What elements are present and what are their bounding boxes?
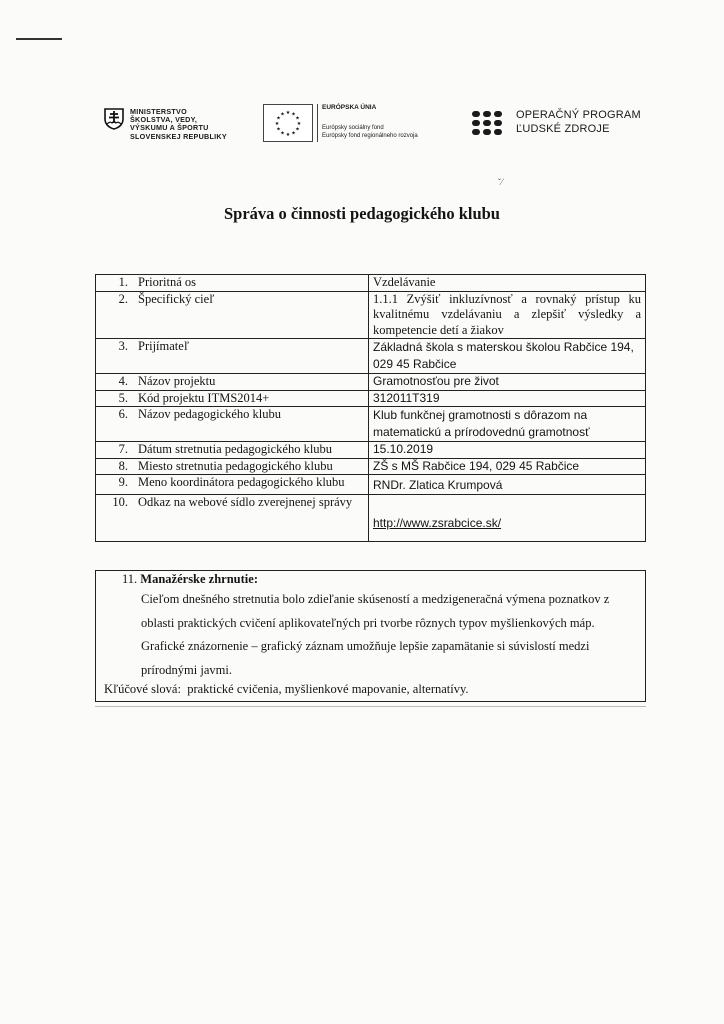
report-website-link[interactable]: http://www.zsrabcice.sk/ — [373, 516, 502, 530]
row-label: Prijímateľ — [138, 339, 189, 353]
row-label: Kód projektu ITMS2014+ — [138, 390, 270, 405]
eu-flag-icon — [263, 104, 313, 142]
table-row: 6. Názov pedagogického klubu Klub funkčnej gramotnosti s dôrazom na matematickú a prírodovednú gramotnosť — [96, 407, 646, 442]
scan-speck: ˇ⁄ — [498, 177, 503, 187]
eu-funds: Európsky sociálny fond Európsky fond regionálneho rozvoja — [322, 125, 418, 139]
keywords-label: Kľúčové slová: — [104, 682, 181, 696]
row-label: Názov pedagogického klubu — [138, 407, 282, 421]
op-dot — [494, 111, 502, 117]
op-dot — [483, 120, 491, 126]
table-row: 4. Názov projektu Gramotnosťou pre život — [96, 374, 646, 391]
row-label: Názov projektu — [138, 374, 216, 388]
op-dot — [483, 111, 491, 117]
eu-star: ★ — [295, 116, 300, 122]
ministry-logo — [104, 108, 227, 141]
eu-title: EURÓPSKA ÚNIA — [322, 104, 377, 111]
op-dots-icon — [470, 109, 504, 135]
row-label: Meno koordinátora pedagogického klubu — [138, 475, 345, 489]
op-name: OPERAČNÝ PROGRAM ĽUDSKÉ ZDROJE — [516, 109, 641, 135]
table-row: 7. Dátum stretnutia pedagogického klubu 15.10.2019 — [96, 442, 646, 459]
table-row: 1. Prioritná os Vzdelávanie — [96, 275, 646, 292]
op-dot — [494, 120, 502, 126]
table-row: 9. Meno koordinátora pedagogického klubu RNDr. Zlatica Krumpová — [96, 475, 646, 495]
summary-text: Cieľom dnešného stretnutia bolo zdieľanie skúseností a medzigeneračná výmena poznatkov z oblasti praktických cvičení aplikovateľných pri tvorbe rôznych typov myšlienkových máp. Grafické znázornenie – grafický záznam umožňuje lepšie zapamätanie si súvislostí medzi prírodnými javmi. — [141, 592, 610, 677]
eu-star: ★ — [280, 131, 285, 137]
project-info-table — [95, 274, 646, 542]
row-value: 15.10.2019 — [369, 442, 646, 459]
eu-star: ★ — [285, 111, 291, 116]
scan-artifact-line — [16, 38, 62, 40]
table-row: 8. Miesto stretnutia pedagogického klubu ZŠ s MŠ Rabčice 194, 029 45 Rabčice — [96, 458, 646, 475]
table-row: 3. Prijímateľ Základná škola s materskou školou Rabčice 194, 029 45 Rabčice — [96, 339, 646, 374]
slovak-coat-of-arms-icon — [104, 108, 124, 130]
row-value: Vzdelávanie — [369, 275, 646, 292]
row-label: Odkaz na webové sídlo zverejnenej správy — [138, 494, 353, 509]
keywords — [104, 682, 469, 697]
table-row: 5. Kód projektu ITMS2014+ 312011T319 — [96, 390, 646, 407]
eu-star: ★ — [291, 131, 296, 137]
op-dot — [472, 129, 480, 135]
op-dot — [483, 129, 491, 135]
row-value: ZŠ s MŠ Rabčice 194, 029 45 Rabčice — [369, 458, 646, 475]
op-dot — [472, 111, 480, 117]
row-value: Základná škola s materskou školou Rabčice 194, 029 45 Rabčice — [369, 339, 646, 374]
management-summary — [95, 570, 646, 702]
eu-text-block — [317, 104, 471, 142]
ministry-name: MINISTERSTVO ŠKOLSTVA, VEDY, VÝSKUMU A ŠPORTU SLOVENSKEJ REPUBLIKY — [130, 107, 227, 141]
eu-star: ★ — [274, 122, 280, 127]
eu-star: ★ — [291, 112, 296, 118]
eu-star: ★ — [280, 112, 285, 118]
row-label: Špecifický cieľ — [138, 291, 215, 306]
row-label: Miesto stretnutia pedagogického klubu — [138, 458, 333, 473]
row-value: 312011T319 — [369, 390, 646, 407]
op-dot — [494, 129, 502, 135]
eu-star: ★ — [276, 116, 281, 122]
table-row: 2. Špecifický cieľ 1.1.1 Zvýšiť inkluzívnosť a rovnaký prístup ku kvalitnému vzdelávaniu a zlepšiť výsledky a kompetencie detí a žiakov — [96, 291, 646, 339]
eu-star: ★ — [296, 122, 302, 127]
row-value: Klub funkčnej gramotnosti s dôrazom na matematickú a prírodovednú gramotnosť — [369, 407, 646, 442]
row-value: RNDr. Zlatica Krumpová — [369, 475, 646, 495]
eu-star: ★ — [285, 133, 291, 138]
table-row: 10. Odkaz na webové sídlo zverejnenej správy http://www.zsrabcice.sk/ — [96, 494, 646, 541]
divider — [95, 706, 646, 707]
keywords-value: praktické cvičenia, myšlienkové mapovanie, alternatívy. — [187, 682, 469, 696]
op-dot — [472, 120, 480, 126]
row-label: Prioritná os — [138, 275, 196, 289]
row-value: Gramotnosťou pre život — [369, 374, 646, 391]
eu-star: ★ — [295, 127, 300, 133]
op-logo — [470, 108, 641, 136]
row-value: 1.1.1 Zvýšiť inkluzívnosť a rovnaký prístup ku kvalitnému vzdelávaniu a zlepšiť výsledky a kompetencie detí a žiakov — [369, 291, 646, 339]
page-title: Správa o činnosti pedagogického klubu — [224, 204, 500, 223]
eu-logo — [263, 104, 471, 142]
eu-star: ★ — [276, 127, 281, 133]
summary-heading: 11. Manažérske zhrnutie: — [122, 572, 258, 586]
row-label: Dátum stretnutia pedagogického klubu — [138, 442, 333, 456]
